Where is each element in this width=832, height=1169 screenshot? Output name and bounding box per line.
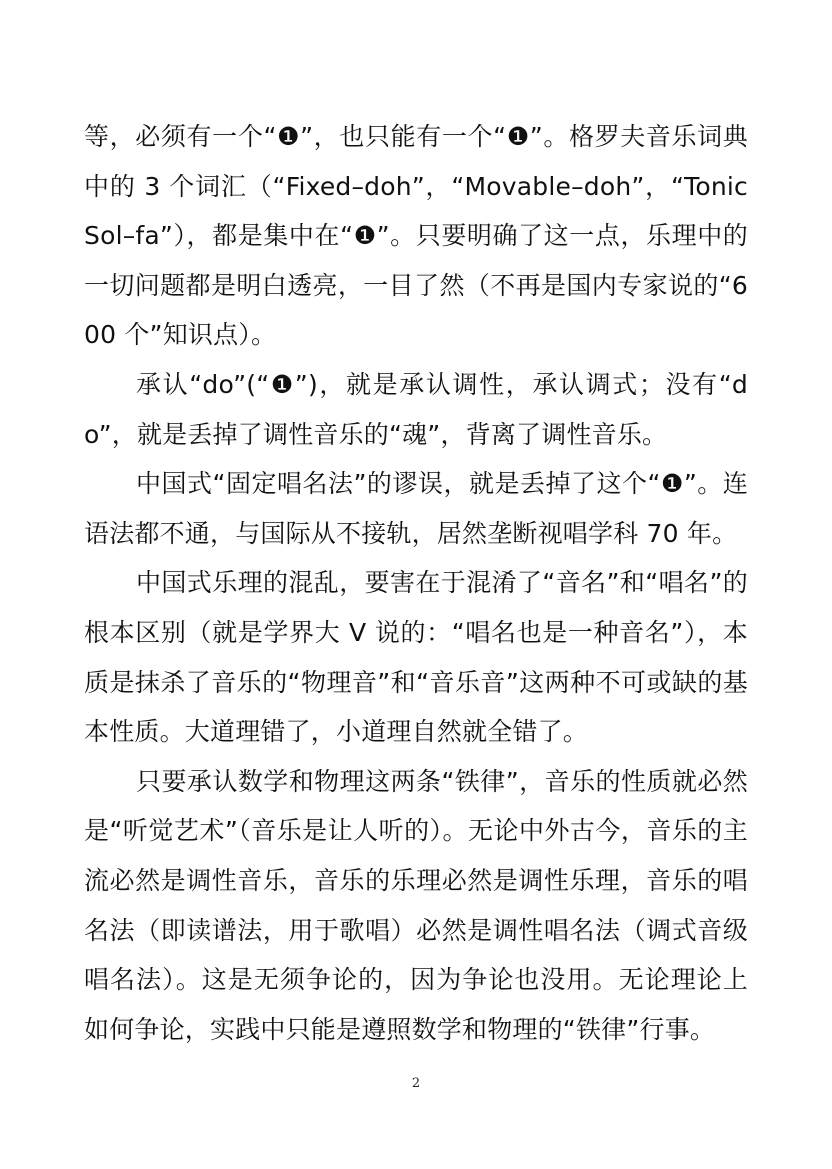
page-number: 2 [411,1076,421,1091]
paragraph-2: 承认“do”(“❶”)，就是承认调性，承认调式；没有“do”，就是丢掉了调性音乐的“魂”，背离了调性音乐。 [84,369,748,449]
paragraph-3: 中国式“固定唱名法”的谬误，就是丢掉了这个“❶”。连语法都不通，与国际从不接轨，居然垄断视唱学科 70 年。 [84,469,748,548]
paragraph-4: 中国式乐理的混乱，要害在于混淆了“音名”和“唱名”的根本区别（就是学界大 V 说的：“唱名也是一种音名”），本质是抹杀了音乐的“物理音”和“音乐音”这两种不可或缺的基本性质。大道理错了，小道理自然就全错了。 [84,568,748,747]
paragraph-1: 等，必须有一个“❶”，也只能有一个“❶”。格罗夫音乐词典中的 3 个词汇（“Fixed–doh”，“Movable–doh”，“Tonic Sol–fa”），都是集中在“❶”。只要明确了这一点，乐理中的一切问题都是明白透亮，一目了然（不再是国内专家说的“600 个”知识点）。 [84,122,748,350]
document-page [84,112,748,1054]
paragraph-5: 只要承认数学和物理这两条“铁律”，音乐的性质就必然是“听觉艺术”（音乐是让人听的）。无论中外古今，音乐的主流必然是调性音乐，音乐的乐理必然是调性乐理，音乐的唱名法（即读谱法，用于歌唱）必然是调性唱名法（调式音级唱名法）。这是无须争论的，因为争论也没用。无论理论上如何争论，实践中只能是遵照数学和物理的“铁律”行事。 [84,766,748,1044]
